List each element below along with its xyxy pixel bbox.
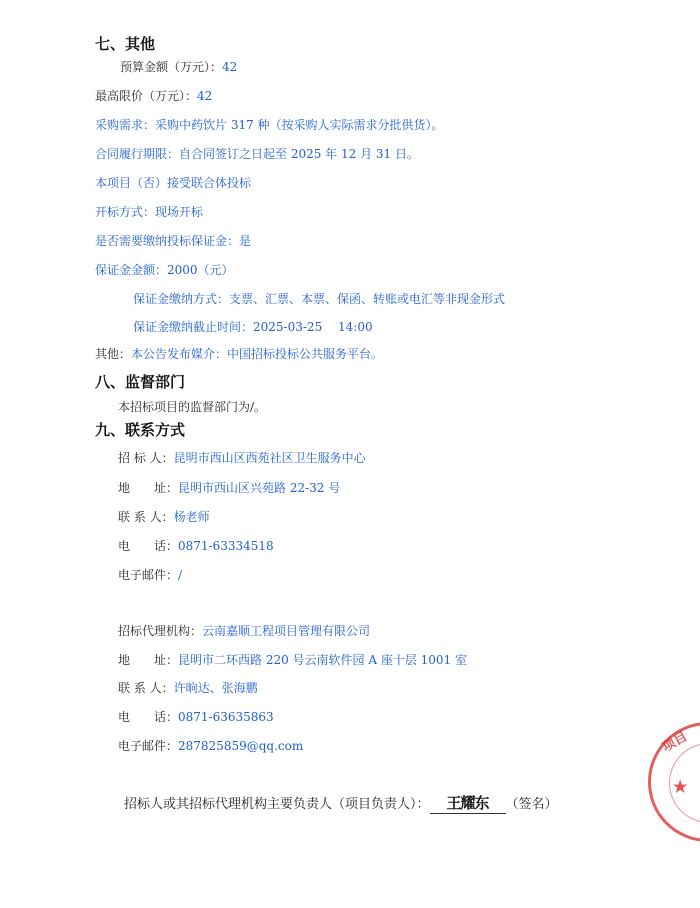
media-row	[95, 345, 383, 362]
tenderer-name: 昆明市西山区西苑社区卫生服务中心	[173, 451, 366, 465]
tenderer-contact-label: 联 系 人：	[118, 510, 174, 524]
agency-contact-label: 联 系 人：	[118, 681, 174, 695]
tenderer-phone: 0871-63334518	[178, 539, 274, 553]
agency-contact-row	[118, 679, 258, 696]
deposit-deadline-row	[133, 318, 373, 335]
signature-row	[124, 792, 558, 814]
media-value: 本公告发布媒介：中国招标投标公共服务平台。	[131, 347, 384, 361]
deposit-amount-label: 保证金金额：	[95, 263, 168, 277]
budget-label: 预算金额（万元）：	[120, 60, 223, 74]
agency-email: 287825859@qq.com	[178, 739, 304, 753]
section-8-title: 八、监督部门	[95, 373, 186, 391]
tenderer-address-label: 地 址：	[118, 481, 179, 495]
agency-phone-label: 电 话：	[118, 710, 179, 724]
demand-label: 采购需求：	[95, 118, 156, 132]
deposit-method-row	[133, 290, 505, 307]
tenderer-address: 昆明市西山区兴苑路 22-32 号	[178, 481, 341, 495]
media-label: 其他：	[95, 347, 132, 361]
tenderer-phone-label: 电 话：	[118, 539, 179, 553]
maxprice-label: 最高限价（万元）：	[95, 89, 198, 103]
period-value: 自合同签订之日起至 2025 年 12 月 31 日。	[179, 147, 419, 161]
opening-text: 开标方式：现场开标	[95, 205, 204, 219]
seal-text-fragment: 项目	[659, 729, 691, 756]
tenderer-email: /	[178, 568, 183, 582]
agency-name-row	[118, 622, 370, 639]
agency-name-label: 招标代理机构：	[118, 624, 203, 638]
tenderer-name-label: 招 标 人：	[118, 451, 174, 465]
period-row	[95, 145, 419, 162]
demand-row	[95, 116, 444, 133]
section-7-title: 七、其他	[95, 35, 156, 53]
seal-star-icon: ★	[673, 777, 688, 796]
signature-suffix: （签名）	[505, 797, 558, 812]
agency-address-label: 地 址：	[118, 653, 179, 667]
budget-value: 42	[222, 60, 238, 74]
deposit-deadline-label: 保证金缴纳截止时间：	[133, 320, 254, 334]
signature-name: 王耀东	[430, 792, 506, 814]
deposit-deadline-value: 2025-03-25 14:00	[253, 320, 373, 334]
tenderer-phone-row	[118, 537, 274, 554]
deposit-amount-row	[95, 261, 234, 278]
agency-name: 云南嘉顺工程项目管理有限公司	[202, 624, 371, 638]
agency-email-row	[118, 737, 303, 754]
budget-row	[120, 58, 237, 75]
maxprice-row	[95, 87, 212, 104]
agency-phone: 0871-63635863	[178, 710, 274, 724]
tenderer-contact-row	[118, 508, 210, 525]
agency-address: 昆明市二环西路 220 号云南软件园 A 座十层 1001 室	[178, 653, 468, 667]
tenderer-email-label: 电子邮件：	[118, 568, 179, 582]
maxprice-value: 42	[197, 89, 213, 103]
official-seal	[648, 722, 700, 842]
deposit-method-value: 支票、汇票、本票、保函、转账或电汇等非现金形式	[229, 292, 506, 306]
demand-value: 采购中药饮片 317 种（按采购人实际需求分批供货）。	[155, 118, 444, 132]
tenderer-address-row	[118, 479, 340, 496]
agency-phone-row	[118, 708, 274, 725]
section-9-title: 九、联系方式	[95, 421, 186, 439]
tenderer-email-row	[118, 566, 182, 583]
deposit-amount-value: 2000（元）	[167, 263, 234, 277]
agency-contact: 许晌达、张海鹏	[173, 681, 258, 695]
deposit-required-text: 是否需要缴纳投标保证金：是	[95, 234, 252, 248]
tenderer-name-row	[118, 449, 366, 466]
signature-label: 招标人或其招标代理机构主要负责人（项目负责人）：	[124, 797, 430, 812]
agency-email-label: 电子邮件：	[118, 739, 179, 753]
deposit-method-label: 保证金缴纳方式：	[133, 292, 230, 306]
supervision-text: 本招标项目的监督部门为/。	[118, 400, 267, 414]
agency-address-row	[118, 651, 467, 668]
tenderer-contact: 杨老师	[173, 510, 210, 524]
consortium-text: 本项目（否）接受联合体投标	[95, 176, 252, 190]
period-label: 合同履行期限：	[95, 147, 180, 161]
